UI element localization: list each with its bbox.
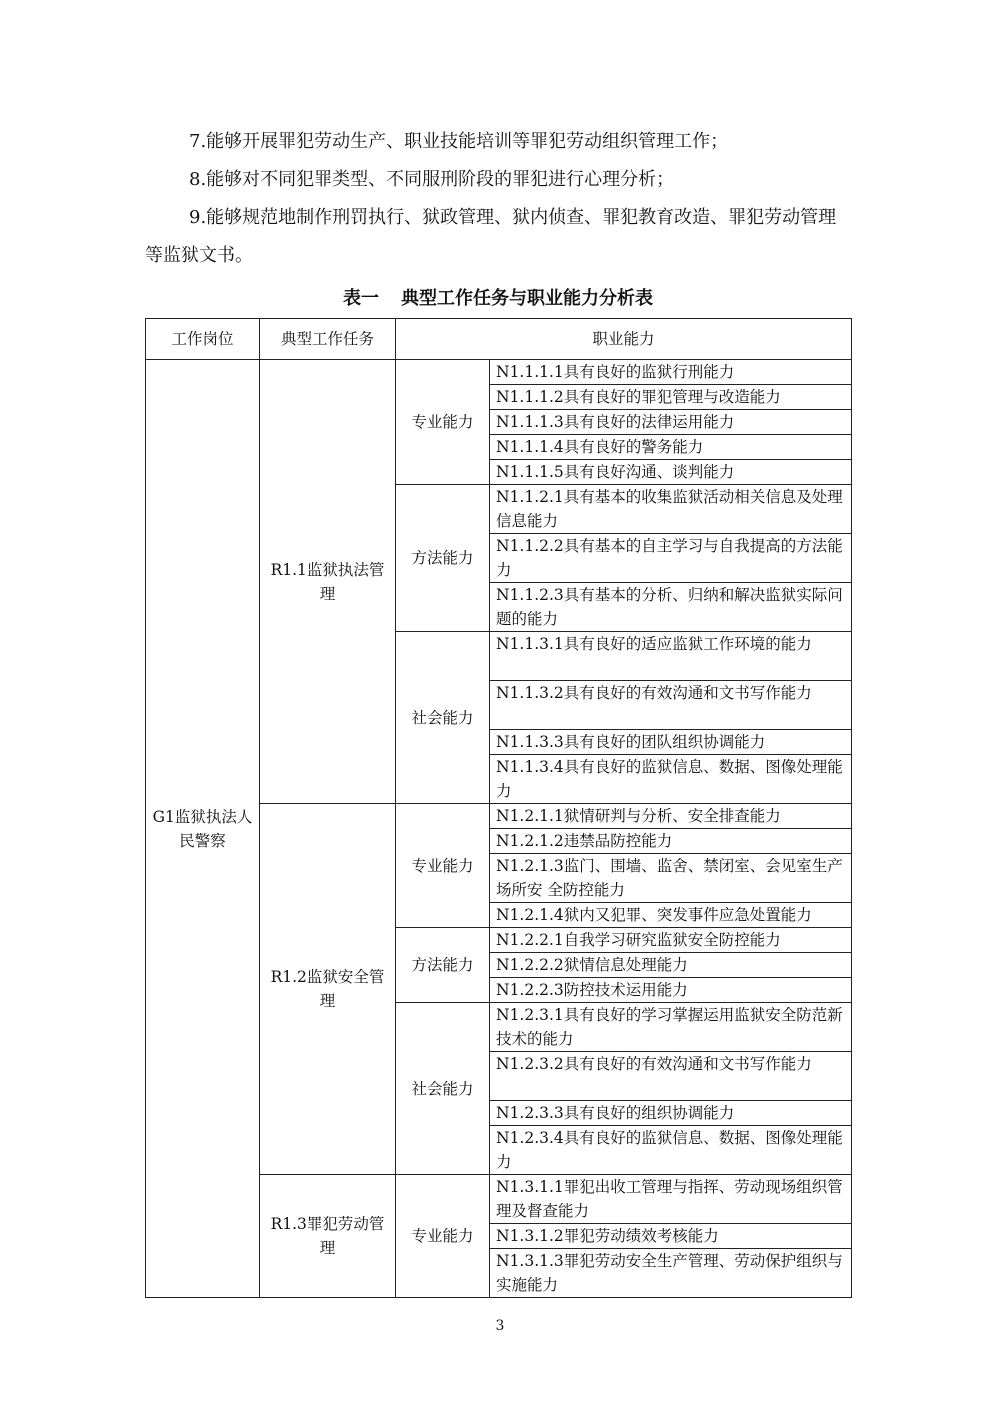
competency-item: N1.1.3.2具有良好的有效沟通和文书写作能力 (490, 681, 852, 730)
table-row (146, 360, 852, 385)
paragraph-item-8: 8.能够对不同犯罪类型、不同服刑阶段的罪犯进行心理分析； (189, 169, 675, 190)
task-cell: R1.2监狱安全管理 (260, 804, 396, 1175)
competency-item: N1.1.3.1具有良好的适应监狱工作环境的能力 (490, 632, 852, 681)
competency-item: N1.2.2.2狱情信息处理能力 (490, 953, 852, 978)
competency-item: N1.2.3.2具有良好的有效沟通和文书写作能力 (490, 1052, 852, 1101)
ability-type-cell: 专业能力 (396, 360, 490, 485)
table-header-row (146, 319, 852, 360)
header-competency: 职业能力 (396, 319, 852, 360)
competency-item: N1.2.3.3具有良好的组织协调能力 (490, 1101, 852, 1126)
header-position: 工作岗位 (146, 319, 260, 360)
header-task: 典型工作任务 (260, 319, 396, 360)
ability-type-cell: 专业能力 (396, 1175, 490, 1298)
competency-item: N1.1.2.2具有基本的自主学习与自我提高的方法能力 (490, 534, 852, 583)
competency-item: N1.2.1.2违禁品防控能力 (490, 829, 852, 854)
ability-type-cell: 社会能力 (396, 1003, 490, 1175)
ability-type-cell: 社会能力 (396, 632, 490, 804)
competency-item: N1.1.1.4具有良好的警务能力 (490, 435, 852, 460)
table-caption-title: 典型工作任务与职业能力分析表 (401, 288, 653, 309)
competency-item: N1.3.1.3罪犯劳动安全生产管理、劳动保护组织与实施能力 (490, 1249, 852, 1298)
competency-item: N1.1.1.5具有良好沟通、谈判能力 (490, 460, 852, 485)
competency-item: N1.2.1.1狱情研判与分析、安全排查能力 (490, 804, 852, 829)
competency-item: N1.1.2.3具有基本的分析、归纳和解决监狱实际问题的能力 (490, 583, 852, 632)
task-cell: R1.3罪犯劳动管理 (260, 1175, 396, 1298)
competency-item: N1.1.1.1具有良好的监狱行刑能力 (490, 360, 852, 385)
position-cell: G1监狱执法人民警察 (146, 360, 260, 1298)
competency-item: N1.2.2.3防控技术运用能力 (490, 978, 852, 1003)
task-cell: R1.1监狱执法管理 (260, 360, 396, 804)
competency-item: N1.2.3.4具有良好的监狱信息、数据、图像处理能力 (490, 1126, 852, 1175)
competency-item: N1.1.2.1具有基本的收集监狱活动相关信息及处理信息能力 (490, 485, 852, 534)
competency-item: N1.1.1.2具有良好的罪犯管理与改造能力 (490, 385, 852, 410)
ability-type-cell: 专业能力 (396, 804, 490, 928)
paragraph-item-7: 7.能够开展罪犯劳动生产、职业技能培训等罪犯劳动组织管理工作； (189, 131, 729, 152)
competency-item: N1.2.1.4狱内又犯罪、突发事件应急处置能力 (490, 903, 852, 928)
ability-type-cell: 方法能力 (396, 928, 490, 1003)
competency-item: N1.3.1.2罪犯劳动绩效考核能力 (490, 1224, 852, 1249)
competency-item: N1.2.3.1具有良好的学习掌握运用监狱安全防范新技术的能力 (490, 1003, 852, 1052)
paragraph-item-9: 9.能够规范地制作刑罚执行、狱政管理、狱内侦查、罪犯教育改造、罪犯劳动管理等监狱文书。 (145, 207, 837, 266)
page-number: 3 (495, 1318, 505, 1334)
competency-item: N1.2.2.1自我学习研究监狱安全防控能力 (490, 928, 852, 953)
ability-type-cell: 方法能力 (396, 485, 490, 632)
competency-item: N1.3.1.1罪犯出收工管理与指挥、劳动现场组织管理及督查能力 (490, 1175, 852, 1224)
competency-table (145, 318, 852, 1298)
competency-item: N1.1.3.4具有良好的监狱信息、数据、图像处理能力 (490, 755, 852, 804)
competency-item: N1.2.1.3监门、围墙、监舍、禁闭室、会见室生产场所安 全防控能力 (490, 854, 852, 903)
competency-item: N1.1.3.3具有良好的团队组织协调能力 (490, 730, 852, 755)
table-caption-label: 表一 (343, 288, 379, 309)
table-caption (145, 285, 851, 313)
competency-item: N1.1.1.3具有良好的法律运用能力 (490, 410, 852, 435)
